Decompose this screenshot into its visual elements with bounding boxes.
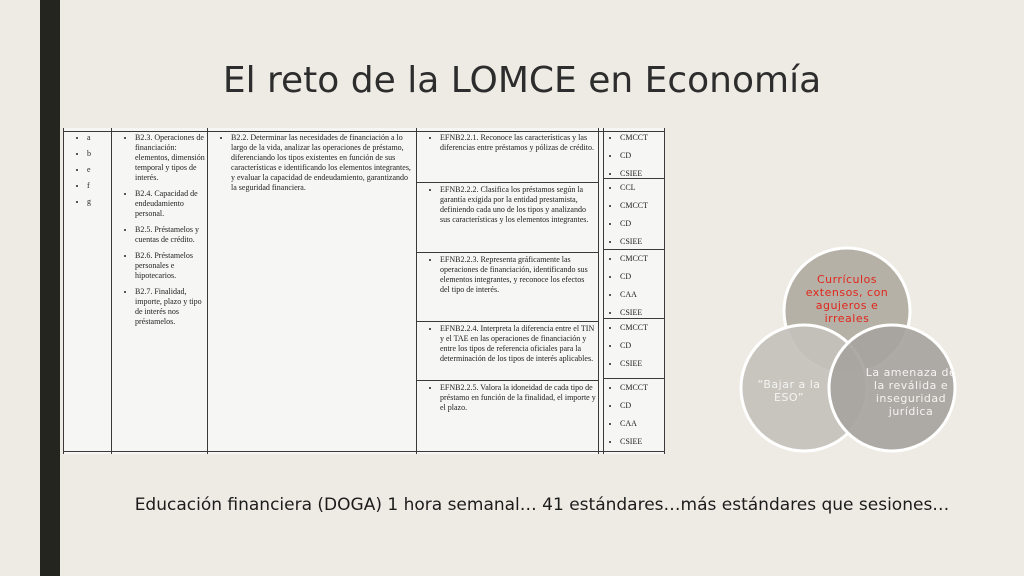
standard-cell xyxy=(428,185,596,231)
footer-caption: Educación financiera (DOGA) 1 hora semanal… 41 estándares…más estándares que sesiones… xyxy=(134,495,950,515)
competence-item: • CD xyxy=(620,341,664,351)
standard-item: • EFNB2.2.4. Interpreta la diferencia entre el TIN y el TAE en las operaciones de financiación y entre los tipos de referencia oficiales para la determinación de los tipos de interés aplicables. xyxy=(440,324,596,364)
competence-item: • CMCCT xyxy=(620,383,664,393)
competences-cell xyxy=(608,133,664,187)
competence-item: • CD xyxy=(620,151,664,161)
contents-cell xyxy=(123,133,207,333)
objective-item: • e xyxy=(87,165,109,175)
objectives-cell xyxy=(75,133,109,213)
venn-label-top: Currículos extensos, con agujeros e irreales xyxy=(805,273,889,325)
table-column-divider xyxy=(598,128,599,454)
standard-cell xyxy=(428,133,596,159)
competence-item: • CD xyxy=(620,401,664,411)
venn-label-right: La amenaza de la reválida e inseguridad jurídica xyxy=(865,366,957,418)
standard-cell xyxy=(428,383,596,419)
standard-item: • EFNB2.2.5. Valora la idoneidad de cada tipo de préstamo en función de la finalidad, el importe y el plazo. xyxy=(440,383,596,413)
competence-item: • CMCCT xyxy=(620,201,664,211)
table-top-border xyxy=(63,131,665,132)
row-divider xyxy=(416,380,599,381)
table-column-divider xyxy=(207,128,208,454)
table-column-divider xyxy=(416,128,417,454)
competence-item: • CD xyxy=(620,219,664,229)
competence-item: • CSIEE xyxy=(620,308,664,318)
competence-item: • CSIEE xyxy=(620,237,664,247)
competence-item: • CSIEE xyxy=(620,437,664,447)
competence-item: • CD xyxy=(620,272,664,282)
competence-item: • CAA xyxy=(620,290,664,300)
competences-cell xyxy=(608,383,664,454)
venn-label-left: “Bajar a la ESO” xyxy=(757,378,821,404)
standard-item: • EFNB2.2.3. Representa gráficamente las operaciones de financiación, identificando sus elementos integrantes, y reconoce los efectos del tipo de interés. xyxy=(440,255,596,295)
objective-item: • f xyxy=(87,181,109,191)
competences-cell xyxy=(608,183,664,255)
row-divider xyxy=(603,378,665,379)
competence-item: • CMCCT xyxy=(620,323,664,333)
objective-item: • g xyxy=(87,197,109,207)
competence-item: • CCL xyxy=(620,183,664,193)
competence-item: • CSIEE xyxy=(620,359,664,369)
table-bottom-border xyxy=(63,451,665,452)
content-item: • B2.7. Finalidad, importe, plazo y tipo de interés nos préstamelos. xyxy=(135,287,207,327)
criterion-item: • B2.2. Determinar las necesidades de financiación a lo largo de la vida, analizar las operaciones de préstamo, diferenciando los tipos existentes en función de sus características e identificando los elementos integrantes, y evaluar la capacidad de endeudamiento, garantizando la seguridad financiera. xyxy=(231,133,413,193)
curriculum-table xyxy=(63,128,665,454)
row-divider xyxy=(416,182,599,183)
competence-item: • CMCCT xyxy=(620,133,664,143)
content-item: • B2.4. Capacidad de endeudamiento personal. xyxy=(135,189,207,219)
objective-item: • a xyxy=(87,133,109,143)
competence-item: • CAA xyxy=(620,419,664,429)
row-divider xyxy=(416,321,599,322)
standard-cell xyxy=(428,324,596,370)
objective-item: • b xyxy=(87,149,109,159)
competence-item: • CMCCT xyxy=(620,254,664,264)
competences-cell xyxy=(608,254,664,326)
standard-item: • EFNB2.2.1. Reconoce las características y las diferencias entre préstamos y pólizas de crédito. xyxy=(440,133,596,153)
criteria-cell xyxy=(219,133,413,199)
slide-title: El reto de la LOMCE en Economía xyxy=(222,60,822,101)
venn-diagram xyxy=(735,245,965,465)
table-border xyxy=(664,128,665,454)
table-column-divider xyxy=(111,128,112,454)
content-item: • B2.6. Préstamelos personales e hipotecarios. xyxy=(135,251,207,281)
standard-item: • EFNB2.2.2. Clasifica los préstamos según la garantía exigida por la entidad prestamista, definiendo cada uno de los tipos y analizando sus características y los elementos integrantes. xyxy=(440,185,596,225)
competence-item: • CSIEE xyxy=(620,169,664,179)
competences-cell xyxy=(608,323,664,377)
content-item: • B2.3. Operaciones de financiación: elementos, dimensión temporal y tipos de interés. xyxy=(135,133,207,183)
table-border xyxy=(63,128,64,454)
content-item: • B2.5. Préstamelos y cuentas de crédito. xyxy=(135,225,207,245)
row-divider xyxy=(416,252,599,253)
standard-cell xyxy=(428,255,596,301)
table-column-divider xyxy=(603,128,604,454)
